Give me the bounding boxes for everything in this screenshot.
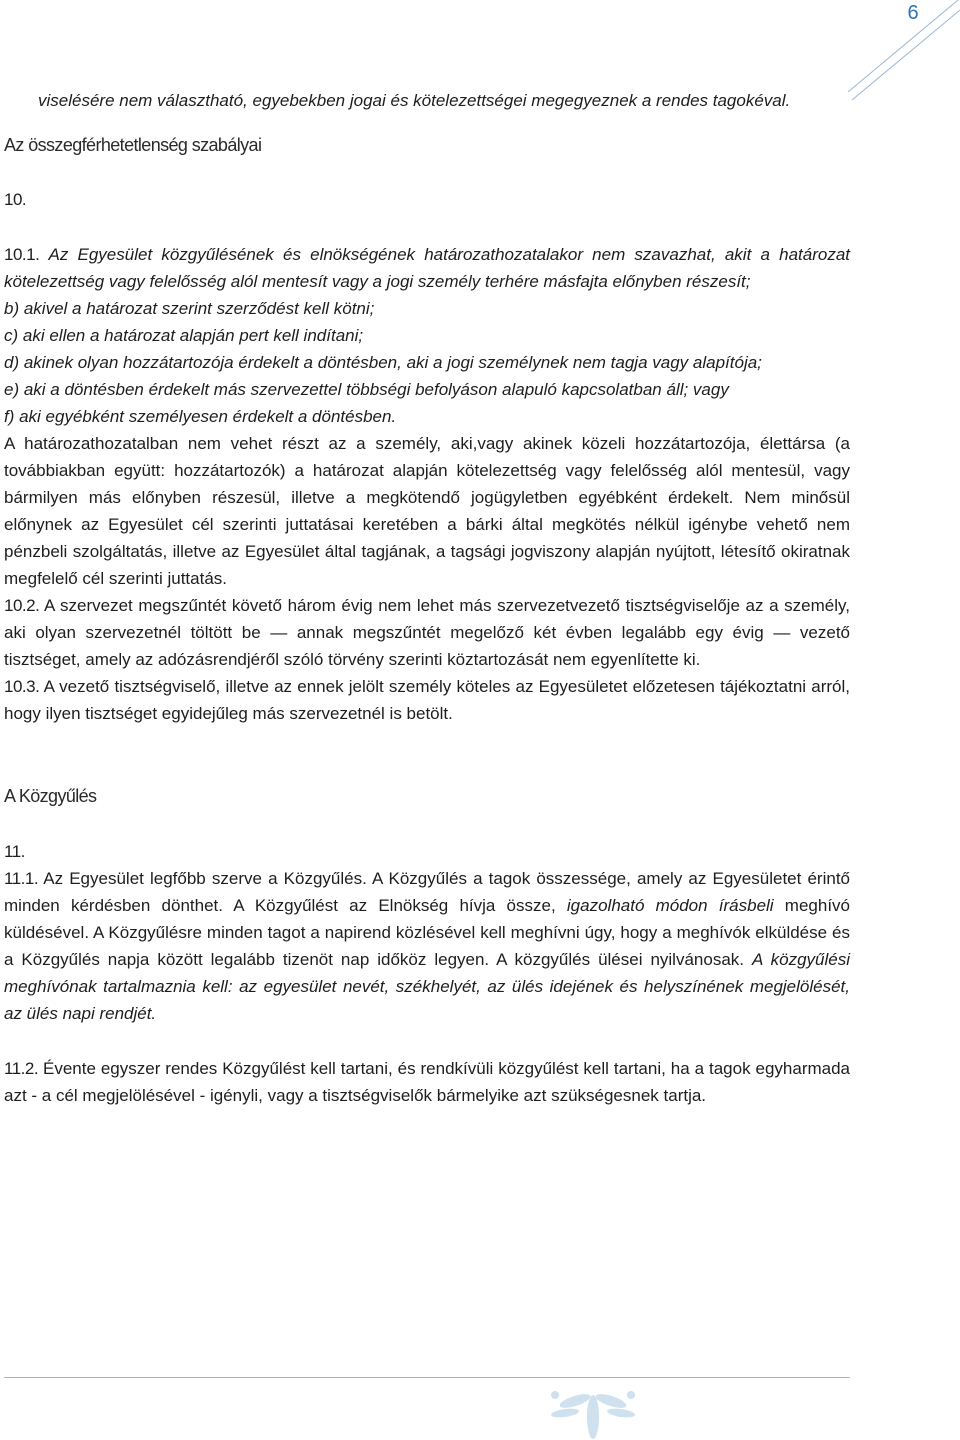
clause-text: A szervezet megszűntét követő három évig nem lehet más szervezetvezető tisztségviselője az a személy, aki olyan szervezetnél töltött be — annak megszűntét megelőző két évben legalább egy évig — vezető tisztséget, amely az adózásrendjéről szóló törvény szerinti köztartozását nem egyenlítette ki. <box>4 596 850 669</box>
clause-text: Az Egyesület legfőbb szerve a Közgyűlés. A Közgyűlés a tagok összessége, amely az Egyesületet érintő minden kérdésben dönthet. A Közgyűlést az Elnökség hívja össze, <box>4 869 850 915</box>
footer-divider <box>4 1377 850 1378</box>
paragraph-part-2: Nem minősül előnynek az Egyesület cél szerinti juttatásai keretében a bárki által megkötés nélkül igénybe vehető nem pénzbeli szolgáltatás, illetve az Egyesület által tagjának, a tagsági jogviszony alapján nyújtott, létesítő okiratnak megfelelő cél szerinti juttatás. <box>4 488 850 588</box>
clause-text: Évente egyszer rendes Közgyűlést kell tartani, és rendkívüli közgyűlést kell tartani, ha a tagok egyharmada azt - a cél megjelölésével - igényli, vagy a tisztségviselők bármelyike azt szükségesnek tartja. <box>4 1059 850 1105</box>
clause-10-1-paragraph <box>4 430 850 592</box>
section-title-conflict-of-interest: Az összegférhetetlenség szabályai <box>4 135 262 155</box>
section-number-10: 10. <box>4 190 27 209</box>
clause-number: 10.1. <box>4 245 40 264</box>
section-number-11: 11. <box>4 842 25 861</box>
clause-10-2 <box>4 592 850 673</box>
clause-number: 11.1. <box>4 869 39 888</box>
clause-10-1-c: c) aki ellen a határozat alapján pert kell indítani; <box>4 326 364 345</box>
intro-paragraph: viselésére nem választható, egyebekben jogai és kötelezettségei megegyeznek a rendes tagokéval. <box>38 91 791 110</box>
clause-text: Az Egyesület közgyűlésének és elnökségének határozathozatalakor nem szavazhat, akit a határozat kötelezettség vagy felelősség alól mentesít vagy a jogi személy terhére másfajta előnyben részesít; <box>4 245 850 291</box>
clause-text-continued: meghívó küldésével. A Közgyűlésre minden tagot a napirend közlésével kell meghívni úgy, hogy a meghívók elküldése és a Közgyűlés napja között legalább tizenöt nap időköz legyen. A közgyűlés ülései nyilvánosak. <box>4 896 850 969</box>
clause-text-italic: igazolható módon írásbeli <box>566 896 774 915</box>
paragraph-part-1: A határozathozatalban nem vehet részt az a személy, aki,vagy akinek közeli hozzátartozója, élettársa (a továbbiakban együtt: hozzátartozók) a határozat alapján kötelezettség vagy felelősség alól mentesül, vagy bármilyen más előnyben részesül, illetve a megkötendő jogügyletben egyébként érdekelt. <box>4 434 850 507</box>
clause-number: 11.2. <box>4 1059 39 1078</box>
clause-10-1-e: e) aki a döntésben érdekelt más szervezettel többségi befolyáson alapuló kapcsolatban áll; vagy <box>4 380 729 399</box>
section-title-general-assembly: A Közgyűlés <box>4 786 97 806</box>
clause-number: 10.3. <box>4 677 40 696</box>
footer-logo-icon <box>545 1387 641 1440</box>
clause-number: 10.2. <box>4 596 40 615</box>
clause-10-3 <box>4 673 850 727</box>
clause-text: A vezető tisztségviselő, illetve az ennek jelölt személy köteles az Egyesületet előzetesen tájékoztatni arról, hogy ilyen tisztséget egyidejűleg más szervezetnél is betölt. <box>4 677 850 723</box>
clause-10-1-b: b) akivel a határozat szerint szerződést kell kötni; <box>4 299 375 318</box>
document-body <box>4 87 850 1109</box>
page-number: 6 <box>907 2 919 24</box>
clause-10-1-f: f) aki egyébként személyesen érdekelt a döntésben. <box>4 407 397 426</box>
clause-11-1 <box>4 865 850 1027</box>
invitation-contents: A közgyűlési meghívónak tartalmaznia kell: az egyesület nevét, székhelyét, az ülés idejének és helyszínének megjelölését, az ülés napi rendjét. <box>4 950 850 1023</box>
clause-11-2 <box>4 1055 850 1109</box>
clause-10-1 <box>4 241 850 295</box>
clause-10-1-d: d) akinek olyan hozzátartozója érdekelt a döntésben, aki a jogi személynek nem tagja vagy alapítója; <box>4 353 762 372</box>
